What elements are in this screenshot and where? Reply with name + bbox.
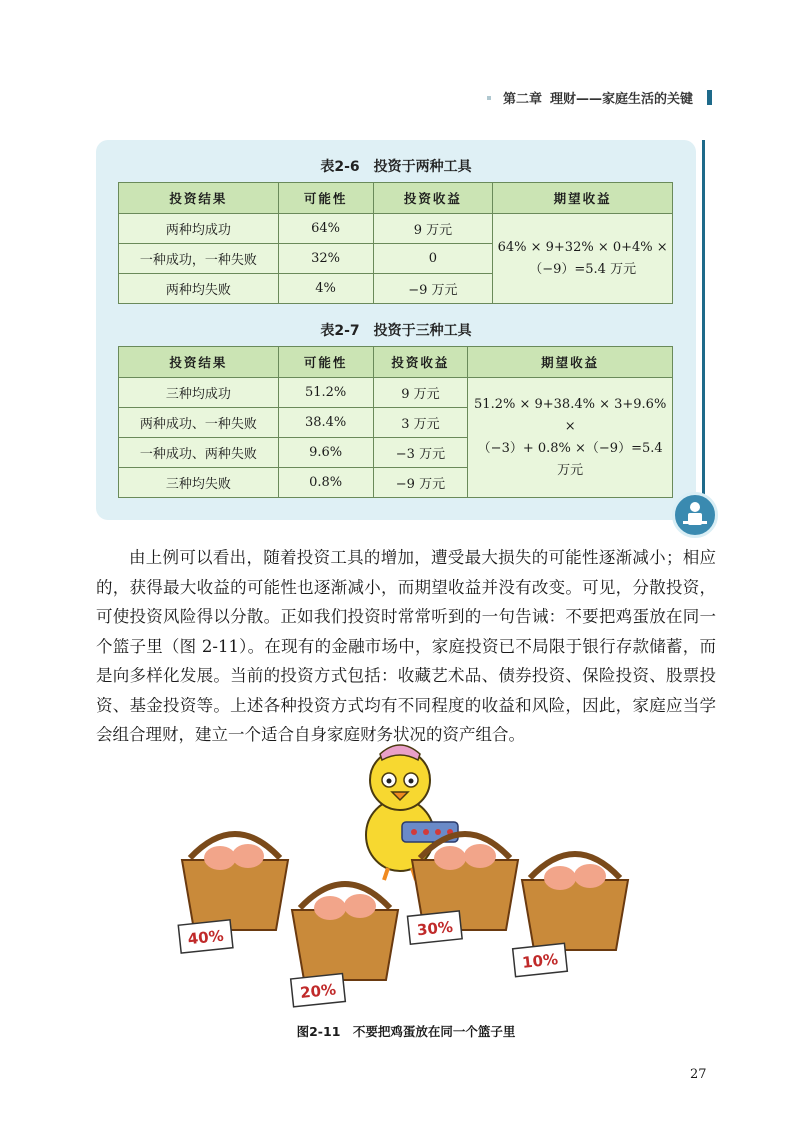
- basket-icon: [182, 834, 288, 930]
- table2-header-cell: 投资收益: [373, 347, 468, 378]
- tag-10: [513, 943, 568, 976]
- tag-20: [291, 974, 346, 1007]
- reader-icon: [672, 492, 718, 538]
- table2-header-cell: 期望收益: [468, 347, 673, 378]
- table2-header-row: [119, 347, 673, 378]
- table-cell: 一种成功、两种失败: [119, 438, 279, 468]
- expected-line: 51.2% × 9+38.4% × 3+9.6% ×: [474, 396, 667, 434]
- table-cell: 4%: [278, 274, 373, 304]
- tag-40: [178, 920, 233, 953]
- header-dot: [487, 96, 491, 100]
- panel-side-rule: [702, 140, 705, 495]
- table1-header-row: [119, 183, 673, 214]
- table-cell: 3 万元: [373, 408, 468, 438]
- table-cell: 三种均失败: [119, 468, 279, 498]
- expected-line: （−9）=5.4 万元: [529, 261, 637, 277]
- header-bar: [707, 90, 712, 105]
- table-cell: −9 万元: [373, 468, 468, 498]
- table1: [118, 182, 673, 304]
- table-cell: 64%: [278, 214, 373, 244]
- page-number: 27: [690, 1067, 707, 1082]
- table2: [118, 346, 673, 498]
- table-cell: 两种成功、一种失败: [119, 408, 279, 438]
- tag-label: 20%: [299, 980, 337, 1003]
- body-paragraph: 由上例可以看出，随着投资工具的增加，遭受最大损失的可能性逐渐减小；相应的，获得最大收益的可能性也逐渐减小，而期望收益并没有改变。可见，分散投资，可使投资风险得以分散。正如我们投资时常常听到的一句告诫：不要把鸡蛋放在同一个篮子里（图 2-11）。在现有的金融市场中，家庭投资已不局限于银行存款储蓄，而是向多样化发展。当前的投资方式包括：收藏艺术品、债券投资、保险投资、股票投资、基金投资等。上述各种投资方式均有不同程度的收益和风险，因此，家庭应当学会组合理财，建立一个适合自身家庭财务状况的资产组合。: [96, 548, 716, 744]
- table-cell: 三种均成功: [119, 378, 279, 408]
- tag-30: [407, 911, 462, 944]
- tag-label: 40%: [186, 926, 225, 949]
- table-cell: −3 万元: [373, 438, 468, 468]
- table1-header-cell: 投资收益: [373, 183, 493, 214]
- header-title: 理财——家庭生活的关键: [549, 92, 693, 107]
- expected-line: 64% × 9+32% × 0+4% ×: [497, 239, 668, 255]
- table1-expected-cell: [493, 214, 673, 304]
- reader-icon-glyph: [675, 495, 715, 535]
- expected-line: （−3）+ 0.8% ×（−9）=5.4 万元: [477, 440, 663, 478]
- header-chapter: 第二章: [502, 92, 542, 107]
- table-cell: 9.6%: [278, 438, 373, 468]
- table-cell: 9 万元: [373, 214, 493, 244]
- table-cell: 32%: [278, 244, 373, 274]
- egg-baskets-illustration: [170, 740, 630, 1010]
- table-cell: 51.2%: [278, 378, 373, 408]
- table-cell: −9 万元: [373, 274, 493, 304]
- table-row: [119, 378, 673, 408]
- table-cell: 两种均成功: [119, 214, 279, 244]
- table1-header-cell: 可能性: [278, 183, 373, 214]
- table-cell: 一种成功，一种失败: [119, 244, 279, 274]
- tag-label: 10%: [521, 950, 559, 972]
- table1-header-cell: 投资结果: [119, 183, 279, 214]
- table2-caption: 表2-7 投资于三种工具: [320, 323, 472, 339]
- table2-header-cell: 投资结果: [119, 347, 279, 378]
- table-cell: 0: [373, 244, 493, 274]
- table-cell: 两种均失败: [119, 274, 279, 304]
- table2-expected-cell: [468, 378, 673, 498]
- table-row: [119, 214, 673, 244]
- basket-icon: [522, 854, 628, 950]
- tag-label: 30%: [416, 917, 454, 940]
- table1-caption: 表2-6 投资于两种工具: [320, 159, 472, 175]
- running-header: [487, 88, 712, 107]
- table-cell: 38.4%: [278, 408, 373, 438]
- table-cell: 0.8%: [278, 468, 373, 498]
- table-cell: 9 万元: [373, 378, 468, 408]
- basket-icon: [292, 884, 398, 980]
- table2-header-cell: 可能性: [278, 347, 373, 378]
- table1-header-cell: 期望收益: [493, 183, 673, 214]
- figure-caption: 图2-11 不要把鸡蛋放在同一个篮子里: [296, 1024, 516, 1039]
